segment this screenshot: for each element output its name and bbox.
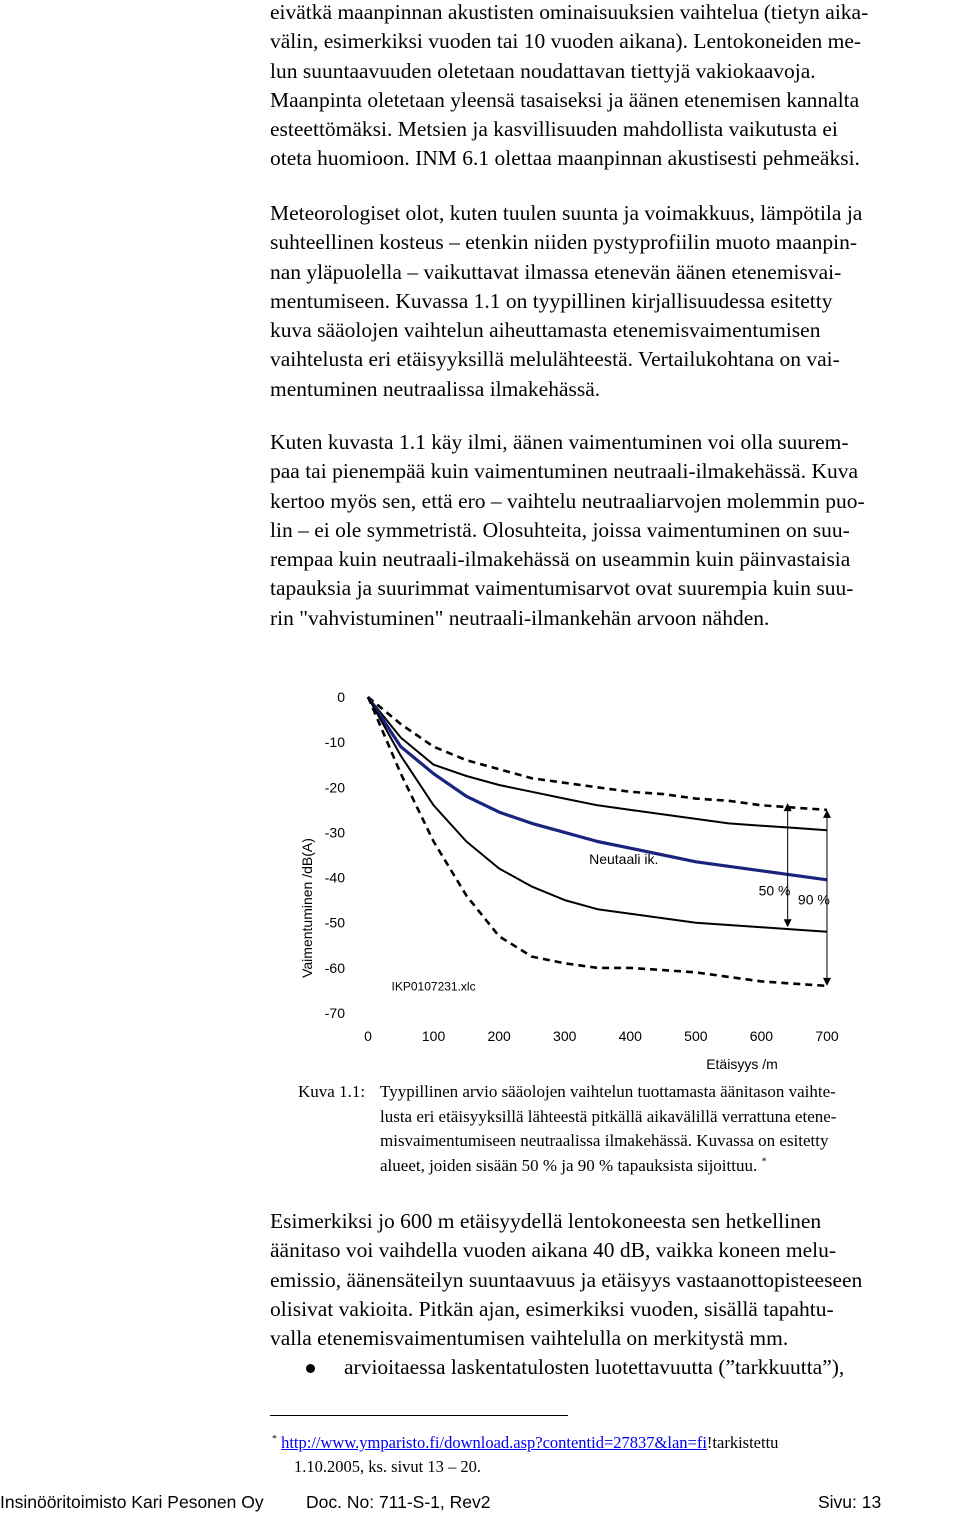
x-tick-label: 300 <box>553 1028 577 1044</box>
y-tick-label: -10 <box>324 734 345 751</box>
x-tick-label: 700 <box>815 1028 839 1044</box>
bullet-text: arvioitaessa laskentatulosten luotettavuutta (”tarkkuutta”), <box>344 1355 845 1379</box>
x-tick-label: 0 <box>364 1028 372 1044</box>
caption-line <box>380 1154 940 1179</box>
footnote-marker: * <box>761 1155 767 1167</box>
y-tick-label: -50 <box>324 914 345 931</box>
footer-doc-number: Doc. No: 711-S-1, Rev2 <box>306 1492 491 1512</box>
y-tick-labels <box>325 689 345 1021</box>
chart-annotation: 90 % <box>797 891 830 908</box>
footnote-divider <box>270 1415 568 1416</box>
caption-label: Kuva 1.1: <box>298 1082 366 1101</box>
chart-annotation: IKP0107231.xlc <box>391 979 476 994</box>
x-tick-label: 400 <box>618 1028 642 1044</box>
footer-page-number: Sivu: 13 <box>818 1492 882 1512</box>
text-line: suhteellinen kosteus – etenkin niiden pystyprofiilin muoto maanpin- <box>270 230 857 255</box>
arrow-up-icon <box>823 810 831 818</box>
text-line: mentumiseen. Kuvassa 1.1 on tyypillinen kirjallisuudessa esitetty <box>270 288 833 313</box>
y-axis-label: Vaimentuminen /dB(A) <box>299 838 315 978</box>
chart-annotation: Neutaali ik. <box>589 851 659 868</box>
caption-text <box>380 1080 940 1178</box>
x-tick-label: 200 <box>487 1028 511 1044</box>
caption-line-text: alueet, joiden sisään 50 % ja 90 % tapauksista sijoittuu. <box>380 1155 758 1175</box>
arrow-down-icon <box>784 919 792 927</box>
series-group <box>368 697 827 986</box>
footer-company: Insinööritoimisto Kari Pesonen Oy <box>0 1492 264 1512</box>
series-line-1 <box>368 697 827 810</box>
text-line: oteta huomioon. INM 6.1 olettaa maanpinnan akustisesti pehmeäksi. <box>270 146 860 171</box>
text-line: Kuten kuvasta 1.1 käy ilmi, äänen vaimentuminen voi olla suurem- <box>270 430 849 454</box>
text-line: emissio, äänensäteilyn suuntaavuus ja etäisyys vastaanottopisteeseen <box>270 1267 863 1292</box>
footnote-marker: * <box>272 1433 277 1445</box>
y-tick-label: -40 <box>324 869 345 886</box>
text-line: lin – ei ole symmetristä. Olosuhteita, joissa vaimentuminen on suu- <box>270 517 850 542</box>
text-line: paa tai pienempää kuin vaimentuminen neutraali-ilmakehässä. Kuva <box>270 459 859 484</box>
y-tick-label: -30 <box>324 824 345 841</box>
paragraph-3 <box>270 428 956 633</box>
paragraph-1 <box>270 0 956 174</box>
text-line: kuva sääolojen vaihtelun aiheuttamasta etenemisvaimentumisen <box>270 318 821 343</box>
paragraph-2 <box>270 199 956 404</box>
footnote-line-1 <box>272 1431 778 1455</box>
text-line: äänitaso voi vaihdella vuoden aikana 40 dB, vaikka koneen melu- <box>270 1238 836 1263</box>
y-tick-label: -70 <box>324 1005 345 1021</box>
text-line: lun suuntaavuuden oletetaan noudattavan tiettyjä vakiokaavoja. <box>270 58 816 83</box>
text-line: esteettömäksi. Metsien ja kasvillisuuden mahdollista vaikutusta ei <box>270 117 838 142</box>
y-tick-label: -20 <box>324 779 345 796</box>
y-tick-label: 0 <box>337 689 345 705</box>
text-line: kertoo myös sen, että ero – vaihtelu neutraaliarvojen molemmin puo- <box>270 488 865 513</box>
text-line: Esimerkiksi jo 600 m etäisyydellä lentokoneesta sen hetkellinen <box>270 1209 822 1233</box>
text-line: eivätkä maanpinnan akustisten ominaisuuksien vaihtelua (tietyn aika- <box>270 0 869 24</box>
footnote-after-link: !tarkistettu <box>706 1433 779 1452</box>
text-line: rin "vahvistuminen" neutraali-ilmankehän arvoon nähden. <box>270 605 770 630</box>
caption-line: Tyypillinen arvio sääolojen vaihtelun tuottamasta äänitason vaihte- <box>380 1082 836 1101</box>
bullet-icon <box>306 1364 315 1373</box>
x-tick-label: 100 <box>421 1028 446 1044</box>
chart-annotation: 50 % <box>758 882 791 899</box>
x-axis-label: Etäisyys /m <box>706 1056 778 1072</box>
text-line: Meteorologiset olot, kuten tuulen suunta ja voimakkuus, lämpötila ja <box>270 201 863 225</box>
text-line: tapauksia ja suurimmat vaimentumisarvot ovat suurempia kuin suu- <box>270 576 854 601</box>
x-tick-labels <box>364 1028 839 1044</box>
footnote <box>272 1431 778 1479</box>
footnote-line-2: 1.10.2005, ks. sivut 13 – 20. <box>294 1457 482 1476</box>
text-line: olisivat vakioita. Pitkän ajan, esimerkiksi vuoden, sisällä tapahtu- <box>270 1296 834 1321</box>
text-line: Maanpinta oletetaan yleensä tasaiseksi ja äänen etenemisen kannalta <box>270 87 860 112</box>
text-line: vaihtelusta eri etäisyyksillä melulähteestä. Vertailukohtana on vai- <box>270 347 840 372</box>
text-line: välin, esimerkiksi vuoden tai 10 vuoden aikana). Lentokoneiden me- <box>270 29 862 54</box>
text-line: nan yläpuolella – vaikuttavat ilmassa etenevän äänen etenemisvai- <box>270 259 842 284</box>
x-tick-label: 600 <box>749 1028 774 1044</box>
footnote-link[interactable]: http://www.ymparisto.fi/download.asp?contentid=27837&lan=fi <box>281 1433 707 1452</box>
attenuation-chart <box>290 680 850 1080</box>
caption-line: misvaimentumiseen neutraalissa ilmakehässä. Kuvassa on esitetty <box>380 1131 829 1150</box>
caption-line: lusta eri etäisyyksillä lähteestä pitkällä aikavälillä verrattuna etene- <box>380 1106 837 1126</box>
y-tick-label: -60 <box>324 959 345 976</box>
text-line: rempaa kuin neutraali-ilmakehässä on useammin kuin päinvastaisia <box>270 547 851 572</box>
text-line: mentuminen neutraalissa ilmakehässä. <box>270 376 601 401</box>
paragraph-4 <box>270 1207 956 1353</box>
x-tick-label: 500 <box>684 1028 708 1044</box>
text-line: valla etenemisvaimentumisen vaihtelulla on merkitystä mm. <box>270 1326 789 1351</box>
